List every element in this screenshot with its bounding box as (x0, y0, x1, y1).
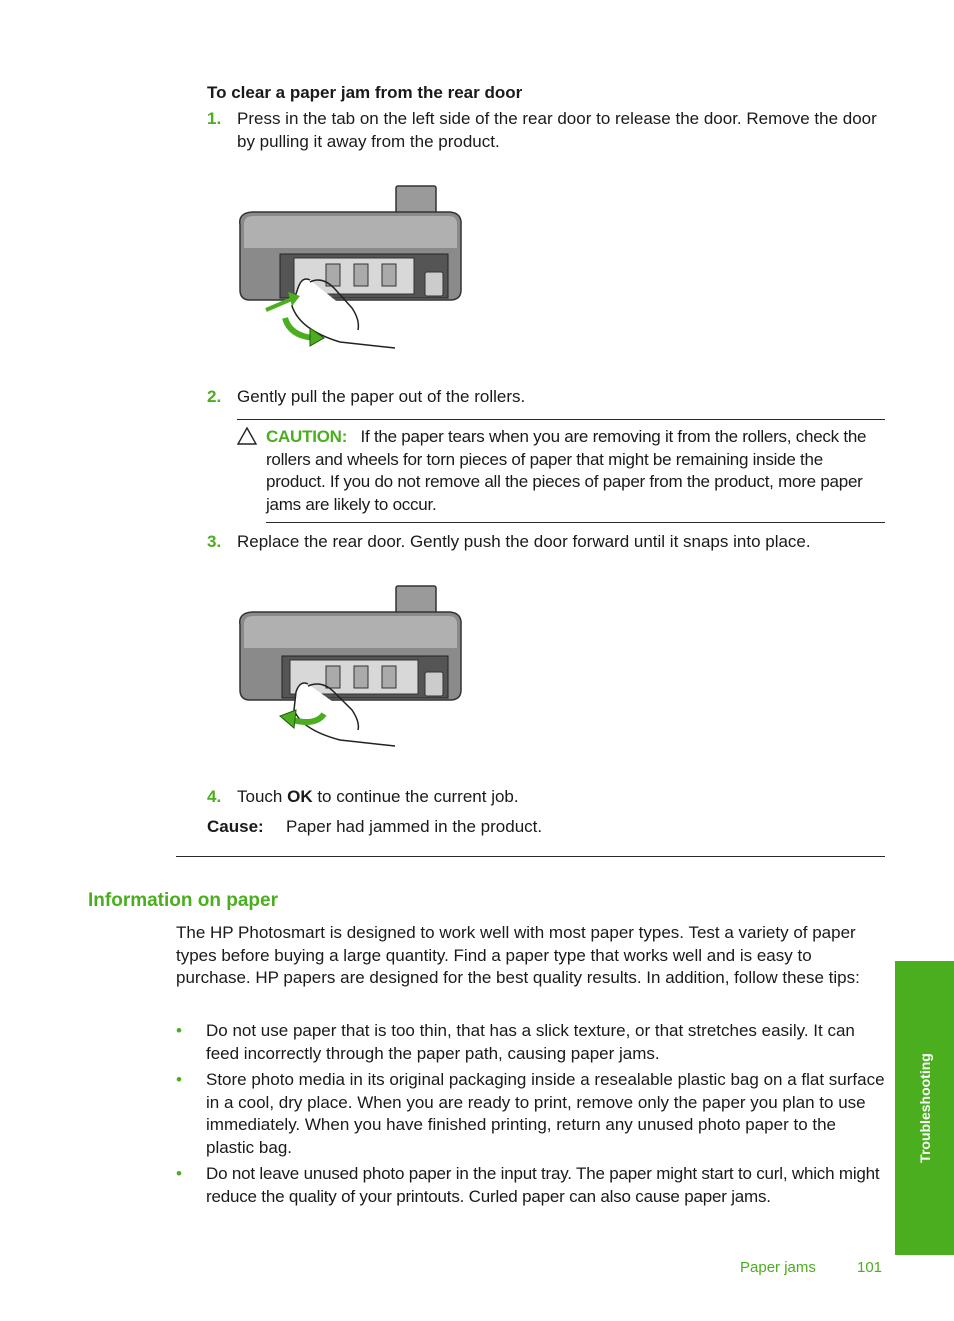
step-3-text: Replace the rear door. Gently push the door forward until it snaps into place. (237, 532, 811, 551)
footer-page-number: 101 (857, 1259, 883, 1276)
side-tab-label: Troubleshooting (916, 1053, 933, 1163)
section-divider (176, 856, 885, 857)
caution-text: If the paper tears when you are removing it from the rollers, check the rollers and wheels for torn pieces of paper that might be remaining inside the product. If you do not remove all the pieces of paper from the product, more paper jams are likely to occur. (266, 427, 867, 514)
caution-triangle-icon (237, 427, 257, 445)
caution-top-rule (237, 419, 885, 420)
procedure-heading: To clear a paper jam from the rear door (207, 83, 523, 102)
step-1-number: 1. (207, 109, 222, 128)
step-1-text: Press in the tab on the left side of the rear door to release the door. Remove the door by pulling it away from the product. (237, 109, 877, 151)
cause-text: Paper had jammed in the product. (286, 817, 543, 836)
tip-item-3: Do not leave unused photo paper in the input tray. The paper might start to curl, which might reduce the quality of your printouts. Curled paper can also cause paper jams. (206, 1164, 880, 1206)
step-3-number: 3. (207, 532, 222, 551)
step-4-text-before: Touch (237, 787, 288, 806)
step-2-text: Gently pull the paper out of the rollers. (237, 387, 526, 406)
remove-rear-door-illustration (230, 180, 470, 350)
step-4-number: 4. (207, 787, 222, 806)
step-4-text-after: to continue the current job. (312, 787, 519, 806)
troubleshooting-side-tab (895, 961, 954, 1255)
section-intro: The HP Photosmart is designed to work well with most paper types. Test a variety of paper types before buying a large quantity. Find a paper type that works well and is easy to purchase. HP papers are designed for the best quality results. In addition, follow these tips: (176, 923, 860, 987)
bullet-dot: • (176, 1070, 182, 1089)
step-2-number: 2. (207, 387, 222, 406)
caution-label: CAUTION: (266, 427, 348, 446)
bullet-dot: • (176, 1164, 182, 1183)
caution-bottom-rule (266, 522, 885, 523)
cause-label: Cause: (207, 817, 264, 836)
tip-item-2: Store photo media in its original packaging inside a resealable plastic bag on a flat surface in a cool, dry place. When you are ready to print, remove only the paper you plan to use immediately. When you have finished printing, return any unused photo paper to the plastic bag. (206, 1070, 885, 1157)
tip-item-1: Do not use paper that is too thin, that has a slick texture, or that stretches easily. It can feed incorrectly through the paper path, causing paper jams. (206, 1021, 855, 1063)
caution-note (266, 426, 886, 516)
ok-key-label: OK (287, 787, 313, 806)
step-4-text (237, 786, 887, 809)
replace-rear-door-illustration (230, 580, 470, 750)
footer-section-name: Paper jams (740, 1259, 816, 1276)
section-title: Information on paper (88, 890, 278, 911)
bullet-dot: • (176, 1021, 182, 1040)
